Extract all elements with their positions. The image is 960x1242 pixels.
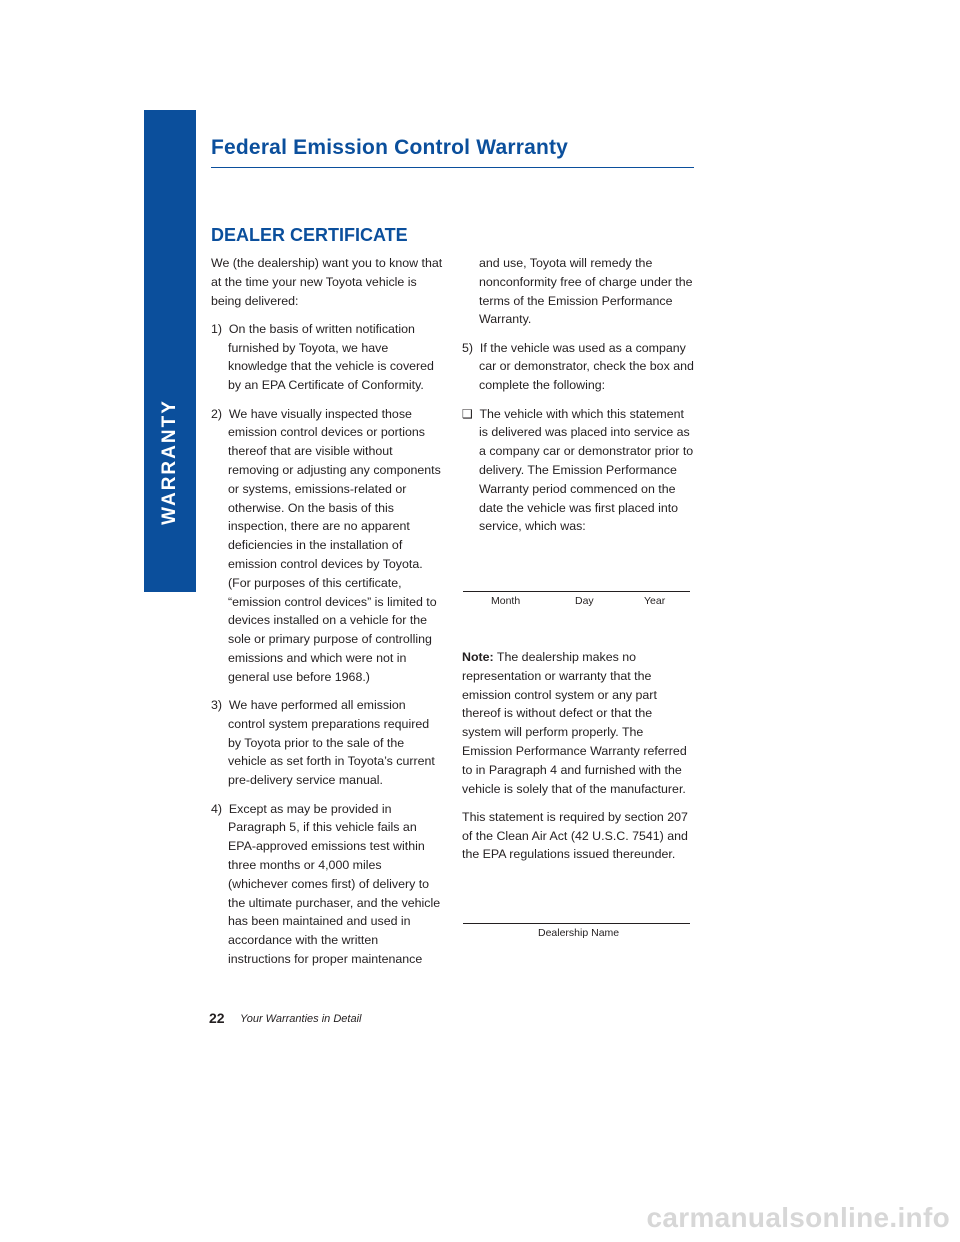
item-text: If the vehicle was used as a company car or demonstrator, check the box and complete the following:: [479, 340, 694, 393]
certificate-title: DEALER CERTIFICATE: [211, 225, 408, 245]
title-divider: [211, 167, 694, 168]
company-car-checkbox-row: [462, 405, 694, 537]
day-label: Day: [575, 595, 594, 607]
checkbox-text: The vehicle with which this statement is delivered was placed into service as a company car or demonstrator prior to delivery. The Emission Performance Warranty period commenced on the date the vehicle was first placed into service, which was:: [479, 406, 694, 534]
intro-paragraph: We (the dealership) want you to know that at the time your new Toyota vehicle is being delivered:: [211, 256, 443, 308]
footer-text: Your Warranties in Detail: [240, 1013, 362, 1025]
page-number: 22: [209, 1010, 225, 1026]
item-4-continued: and use, Toyota will remedy the nonconformity free of charge under the terms of the Emission Performance Warranty.: [479, 256, 693, 327]
item-number: 5): [462, 340, 474, 355]
right-column: [462, 254, 694, 546]
section-title: Federal Emission Control Warranty: [211, 136, 569, 159]
year-label: Year: [644, 595, 666, 607]
note-text: The dealership makes no representation or warranty that the emission control system or any part thereof is without defect or that the system will perform properly. The Emission Performance Warranty referred to in Paragraph 4 and furnished with the vehicle is solely that of the manufacturer.: [462, 650, 687, 796]
note-label: Note:: [462, 650, 494, 664]
month-label: Month: [491, 595, 521, 607]
note-paragraph: [462, 648, 694, 798]
item-number: 2): [211, 406, 223, 421]
dealership-name-line[interactable]: [463, 923, 690, 924]
item-text: We have visually inspected those emission control devices or portions thereof that are visible without removing or adjusting any components or systems, emissions-related or otherwise. On the basis of this inspection, there are no apparent deficiencies in the installation of emission control devices by Toyota. (For purposes of this certificate, “emission control devices” is limited to devices installed on a vehicle for the sole or primary purpose of controlling emissions and which were not in general use before 1968.): [228, 406, 441, 684]
item-3: [211, 696, 443, 790]
item-number: 3): [211, 698, 223, 713]
item-1: [211, 320, 443, 395]
item-4: [211, 800, 443, 969]
item-text: Except as may be provided in Paragraph 5, if this vehicle fails an EPA-approved emissions test within three months or 4,000 miles (whichever comes first) of delivery to the ultimate purchaser, and the vehicle has been maintained and used in accordance with the written instructions for proper maintenance: [228, 801, 441, 966]
note-block: [462, 648, 694, 874]
checkbox-icon[interactable]: ❑: [462, 406, 473, 421]
side-tab-label: WARRANTY: [159, 399, 180, 525]
item-number: 1): [211, 321, 223, 336]
left-column: [211, 254, 443, 978]
item-text: We have performed all emission control system preparations required by Toyota prior to the sale of the vehicle as set forth in Toyota’s current pre-delivery service manual.: [228, 698, 435, 788]
item-number: 4): [211, 801, 223, 816]
statement-paragraph: This statement is required by section 207 of the Clean Air Act (42 U.S.C. 7541) and the EPA regulations issued thereunder.: [462, 809, 688, 862]
item-text: On the basis of written notification furnished by Toyota, we have knowledge that the vehicle is covered by an EPA Certificate of Conformity.: [228, 321, 434, 393]
item-5: [462, 339, 694, 395]
service-date-line[interactable]: [463, 591, 690, 592]
dealership-name-label: Dealership Name: [538, 927, 620, 939]
watermark: carmanualsonline.info: [646, 1202, 950, 1233]
side-tab: [144, 110, 196, 592]
item-2: [211, 405, 443, 687]
